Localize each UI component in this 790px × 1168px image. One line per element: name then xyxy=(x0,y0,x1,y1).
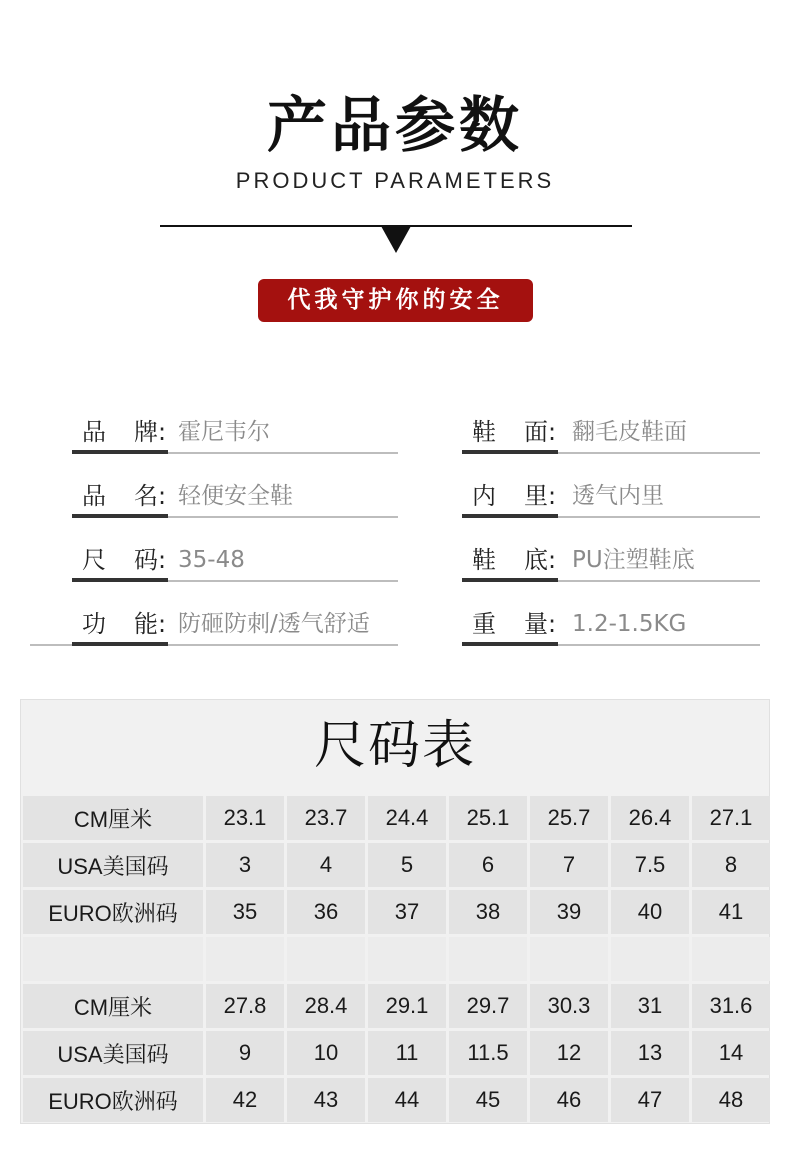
param-label-char: 里: xyxy=(524,482,557,510)
table-cell: 13 xyxy=(611,1031,689,1075)
row-label xyxy=(23,937,203,981)
table-row xyxy=(23,796,770,840)
table-cell: 7.5 xyxy=(611,843,689,887)
param-label-char: 鞋 xyxy=(472,546,496,574)
table-row-spacer xyxy=(23,937,770,981)
table-cell: 12 xyxy=(530,1031,608,1075)
table-cell: 11.5 xyxy=(449,1031,527,1075)
param-label-char: 面: xyxy=(524,418,557,446)
param-label-char: 品 xyxy=(82,482,106,510)
param-product-name xyxy=(72,478,398,518)
param-label xyxy=(472,606,556,642)
param-label xyxy=(82,606,166,642)
table-row xyxy=(23,1031,770,1075)
table-cell: 23.1 xyxy=(206,796,284,840)
param-label-char: 内 xyxy=(472,482,496,510)
table-cell xyxy=(287,937,365,981)
row-label: USA美国码 xyxy=(23,1031,203,1075)
row-label: EURO欧洲码 xyxy=(23,890,203,934)
table-cell: 40 xyxy=(611,890,689,934)
param-label-char: 能: xyxy=(134,610,167,638)
table-cell: 28.4 xyxy=(287,984,365,1028)
param-underline-accent xyxy=(72,514,168,518)
param-size xyxy=(72,542,398,582)
param-label-char: 品 xyxy=(82,418,106,446)
table-cell: 38 xyxy=(449,890,527,934)
table-cell: 45 xyxy=(449,1078,527,1122)
table-cell: 23.7 xyxy=(287,796,365,840)
param-label-char: 尺 xyxy=(82,546,106,574)
table-cell: 29.1 xyxy=(368,984,446,1028)
table-cell: 5 xyxy=(368,843,446,887)
table-cell: 8 xyxy=(692,843,770,887)
page-subtitle: PRODUCT PARAMETERS xyxy=(235,168,555,193)
table-cell: 47 xyxy=(611,1078,689,1122)
param-underline-accent xyxy=(462,450,558,454)
triangle-down-icon xyxy=(381,226,411,253)
param-value: 透气内里 xyxy=(572,483,664,509)
param-weight xyxy=(462,606,760,646)
param-value: 翻毛皮鞋面 xyxy=(572,419,687,445)
table-cell: 39 xyxy=(530,890,608,934)
table-cell: 31.6 xyxy=(692,984,770,1028)
param-label xyxy=(82,478,166,514)
table-row xyxy=(23,890,770,934)
table-cell xyxy=(449,937,527,981)
table-cell: 24.4 xyxy=(368,796,446,840)
param-label-char: 牌: xyxy=(134,418,167,446)
row-label: USA美国码 xyxy=(23,843,203,887)
param-sole xyxy=(462,542,760,582)
param-label-char: 重 xyxy=(472,610,496,638)
param-label-char: 码: xyxy=(134,546,167,574)
param-label xyxy=(82,414,166,450)
param-underline-accent xyxy=(72,450,168,454)
param-underline-accent xyxy=(462,514,558,518)
param-brand xyxy=(72,414,398,454)
table-cell: 25.1 xyxy=(449,796,527,840)
param-label-char: 功 xyxy=(82,610,106,638)
table-cell xyxy=(206,937,284,981)
table-cell: 27.8 xyxy=(206,984,284,1028)
table-cell xyxy=(611,937,689,981)
table-cell: 35 xyxy=(206,890,284,934)
table-cell: 46 xyxy=(530,1078,608,1122)
param-label xyxy=(82,542,166,578)
param-value: 防砸防刺/透气舒适 xyxy=(178,611,370,637)
table-cell: 31 xyxy=(611,984,689,1028)
table-cell: 14 xyxy=(692,1031,770,1075)
table-cell xyxy=(692,937,770,981)
table-cell: 36 xyxy=(287,890,365,934)
table-cell: 27.1 xyxy=(692,796,770,840)
table-cell: 48 xyxy=(692,1078,770,1122)
param-value: 1.2-1.5KG xyxy=(572,611,687,637)
param-label xyxy=(472,478,556,514)
size-chart-table xyxy=(20,793,773,1125)
table-cell: 9 xyxy=(206,1031,284,1075)
param-underline-accent xyxy=(462,578,558,582)
param-label-char: 名: xyxy=(134,482,167,510)
param-label xyxy=(472,414,556,450)
row-label: EURO欧洲码 xyxy=(23,1078,203,1122)
table-cell: 37 xyxy=(368,890,446,934)
table-cell: 43 xyxy=(287,1078,365,1122)
table-cell: 7 xyxy=(530,843,608,887)
slogan-badge: 代我守护你的安全 xyxy=(258,279,533,322)
table-cell: 3 xyxy=(206,843,284,887)
row-label: CM厘米 xyxy=(23,796,203,840)
param-function xyxy=(30,606,398,646)
param-label-char: 鞋 xyxy=(472,418,496,446)
table-cell: 44 xyxy=(368,1078,446,1122)
param-label xyxy=(472,542,556,578)
param-upper xyxy=(462,414,760,454)
table-cell: 25.7 xyxy=(530,796,608,840)
param-underline-accent xyxy=(462,642,558,646)
param-label-char: 量: xyxy=(524,610,557,638)
param-value: PU注塑鞋底 xyxy=(572,547,695,573)
table-cell: 10 xyxy=(287,1031,365,1075)
table-row xyxy=(23,1078,770,1122)
param-lining xyxy=(462,478,760,518)
param-label-char: 底: xyxy=(524,546,557,574)
size-chart-title: 尺码表 xyxy=(313,716,476,776)
table-cell: 26.4 xyxy=(611,796,689,840)
table-row xyxy=(23,984,770,1028)
table-cell: 29.7 xyxy=(449,984,527,1028)
table-row xyxy=(23,843,770,887)
table-cell xyxy=(530,937,608,981)
param-value: 35-48 xyxy=(178,547,245,573)
table-cell: 41 xyxy=(692,890,770,934)
param-value: 霍尼韦尔 xyxy=(178,419,270,445)
table-cell: 42 xyxy=(206,1078,284,1122)
param-underline-accent xyxy=(72,642,168,646)
row-label: CM厘米 xyxy=(23,984,203,1028)
table-cell: 4 xyxy=(287,843,365,887)
page-title: 产品参数 xyxy=(267,91,523,161)
table-cell: 6 xyxy=(449,843,527,887)
table-cell: 11 xyxy=(368,1031,446,1075)
param-value: 轻便安全鞋 xyxy=(178,483,293,509)
param-underline-accent xyxy=(72,578,168,582)
table-cell: 30.3 xyxy=(530,984,608,1028)
table-cell xyxy=(368,937,446,981)
